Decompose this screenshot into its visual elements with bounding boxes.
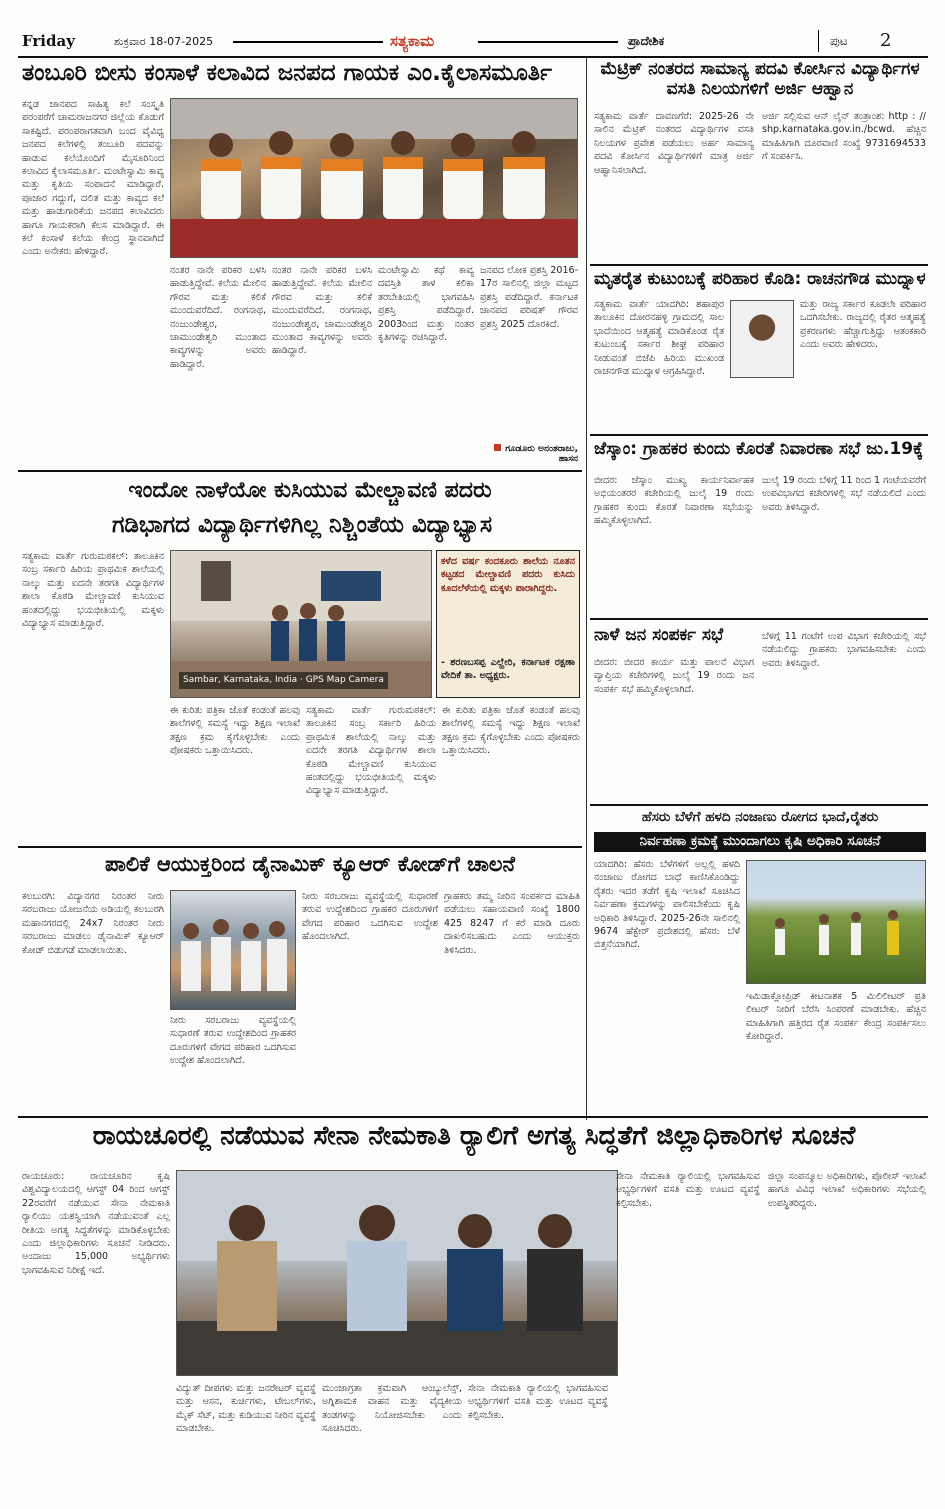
section-rule [18,1116,928,1118]
qr-photo [170,890,296,1010]
jana-body2: ಬೆಳಿಗ್ಗೆ 11 ಗಂಟೆಗೆ ಉಪ ವಿಭಾಗ ಕಚೇರಿಯಲ್ಲಿ ಸಭೆ ನಡೆಯಲಿದ್ದು ಗ್ರಾಹಕರು ಭಾಗವಹಿಸಬೇಕು ಎಂದು ಅವರು ತಿಳಿಸಿದ್ದಾರೆ. [762,631,926,669]
field-illustration [747,861,926,984]
jana-body: ಬೀದರ: ಬೀದರ ಕಾರ್ಯ ಮತ್ತು ಪಾಲನೆ ವಿಭಾಗ ವ್ಯಾಪ್ತಿಯ ಕಚೇರಿಗಳಲ್ಲಿ ಜುಲೈ 19 ರಂದು ಜನ ಸಂಪರ್ಕ ಸಭೆ ಹಮ್ಮಿಕೊಳ್ಳಲಾಗಿದೆ. [594,657,754,695]
field-photo [746,860,926,984]
headline-jana: ನಾಳೆ ಜನ ಸಂಪರ್ಕ ಸಭೆ [594,625,724,645]
school-photo-caption: Sambar, Karnataka, India · GPS Map Camera [179,672,388,689]
school-quote-text: ಕಳೆದ ವರ್ಷ ಕಂದಕೂರು ಶಾಲೆಯ ನೂತನ ಕಟ್ಟಡದ ಮೇಲ್ಚಾವಣಿ ಪದರು ಕುಸಿದು ಕೂದಲೆಳೆಯಲ್ಲಿ ಮಕ್ಕಳು ಪಾರಾಗಿದ್ದರು. [441,556,575,594]
section-rule [18,470,582,472]
headline-qr: ಪಾಲಿಕೆ ಆಯುಕ್ತರಿಂದ ಡೈನಾಮಿಕ್ ಕ್ಯೂಆರ್ ಕೋಡ್‌ಗೆ ಚಾಲನೆ [105,852,515,876]
masthead-page-number: 2 [880,30,892,51]
masthead-day: Friday [22,32,75,50]
turmeric-body: ಯಾದಗಿರಿ: ಹೆಸರು ಬೆಳೆಗಳಿಗೆ ಅಲ್ಲಲ್ಲಿ ಹಳದಿ ನಂಜಾಣು ರೋಗದ ಬಾಧೆ ಕಾಣಿಸಿಕೊಂಡಿದ್ದು ರೈತರು ಇದರ ತಡೆಗೆ ಕೃಷಿ ಇಲಾಖೆ ಸೂಚಿಸಿದ ನಿರ್ವಹಣಾ ಕ್ರಮಗಳನ್ನು ಪಾಲಿಸಬೇಕೆಂದು ಕೃಷಿ ಅಧಿಕಾರಿ ತಿಳಿಸಿದ್ದಾರೆ. 2025-26ನೇ ಸಾಲಿನಲ್ಲಿ 9674 ಹೆಕ್ಟೇರ್ ಪ್ರದೇಶದಲ್ಲಿ ಹೆಸರು ಬೆಳೆ ಬಿತ್ತನೆಯಾಗಿದೆ. [594,859,740,951]
headline-hostel: ಮೆಟ್ರಿಕ್ ನಂತರದ ಸಾಮಾನ್ಯ ಪದವಿ ಕೋರ್ಸಿನ ವಿದ್ಯಾರ್ಥಿಗಳ ವಸತಿ ನಿಲಯಗಳಿಗೆ ಅರ್ಜಿ ಆಹ್ವಾನ [600,59,920,99]
meeting-illustration [177,1171,618,1376]
officials-illustration [171,891,296,1010]
compensation-body: ಸತ್ಯಕಾಮ ವಾರ್ತೆ ಯಾದಗಿರಿ: ಶಹಾಪುರ ತಾಲೂಕಿನ ದೋರನಹಳ್ಳಿ ಗ್ರಾಮದಲ್ಲಿ ಸಾಲ ಭಾದೆಯಿಂದ ಆತ್ಮಹತ್ಯೆ ಮಾಡಿಕೊಂಡ ರೈತ ಕುಟುಂಬಕ್ಕೆ ಸರ್ಕಾರ ಶೀಘ್ರ ಪರಿಹಾರ ನೀಡುವಂತೆ ಬಿಜೆಪಿ ಹಿರಿಯ ಮುಖಂಡ ರಾಚನಗೌಡ ಮುದ್ನಾಳ ಆಗ್ರಹಿಸಿದ್ದಾರೆ. [594,299,724,378]
section-rule [590,618,928,620]
masthead [18,30,928,54]
school-quote-sign: - ಶರಣಬಸಪ್ಪ ಎಲ್ಹೇರಿ, ಕರ್ನಾಟಕ ರಕ್ಷಣಾ ವೇದಿಕೆ ತಾ. ಅಧ್ಯಕ್ಷರು. [441,657,575,682]
rally-body2: ವಿದ್ಯುತ್ ದೀಪಗಳು ಮತ್ತು ಜನರೇಟರ್ ವ್ಯವಸ್ಥೆ ಮತ್ತು ಆಸನ, ಕುರ್ಚಿಗಳು, ಟೇಬಲ್‌ಗಳು, ಮೈಕ್ ಸೆಟ್, ಮತ್ತು ಕುಡಿಯುವ ನೀರಿನ ವ್ಯವಸ್ಥೆ ಮಾಡಬೇಕು. [176,1383,316,1435]
masthead-rule [478,41,618,43]
headline-school-line2: ಗಡಿಭಾಗದ ವಿದ್ಯಾರ್ಥಿಗಳಿಗಿಲ್ಲ ನಿಶ್ಚಿಂತೆಯ ವಿದ್ಯಾಭ್ಯಾಸ [111,512,493,538]
school-photo-meta: GPS Map Camera [305,675,384,685]
section-rule [590,264,928,266]
headline-turmeric-line1: ಹೆಸರು ಬೆಳೆಗೆ ಹಳದಿ ನಂಜಾಣು ರೋಗದ ಭಾದೆ,ರೈತರು [641,809,879,825]
hostel-body2: ಅರ್ಜಿ ಸಲ್ಲಿಸುವ ಆನ್ ಲೈನ್ ತಂತ್ರಾಂಶ: http : // shp.karnataka.gov.in./bcwd. ಹೆಚ್ಚಿನ ಮಾಹಿತಿಗಾಗಿ ದೂರವಾಣಿ ಸಂಖ್ಯೆ 9731694533 ಗೆ ಸಂಪರ್ಕಿಸಿ. [762,111,926,163]
qr-body3: ಗ್ರಾಹಕರು ತಮ್ಮ ನೀರಿನ ಸಂಪರ್ಕದ ಮಾಹಿತಿ ಪಡೆಯಲು ಸಹಾಯವಾಣಿ ಸಂಖ್ಯೆ 1800 425 8247 ಗೆ ಕರೆ ಮಾಡಿ ದೂರು ದಾಖಲಿಸಬಹುದು ಎಂದು ಆಯುಕ್ತರು ತಿಳಿಸಿದರು. [444,891,580,956]
kailas-col2: ನಂತರ ನಾನೇ ಪರಿಕರ ಬಳಸಿ ಹಾಡುತ್ತಿದ್ದೇವೆ. ಕಲೆಯ ಮೇಲಿನ ಗೌರವ ಮತ್ತು ಕಲಿಕೆ ಮುಂದುವರೆದಿದೆ. ರಂಗನಾಥ, ನಂಜುಂಡೇಶ್ವರ, ಚಾಮುಂಡೇಶ್ವರಿ ಮುಂತಾದ ಕಾವ್ಯಗಳನ್ನು ಅವರು ಹಾಡಿದ್ದಾರೆ. [170,265,266,370]
headline-school-line1: ಇಂದೋ ನಾಳೆಯೋ ಕುಸಿಯುವ ಮೇಲ್ಚಾವಣಿ ಪದರು [128,478,492,503]
hostel-body: ಸತ್ಯಕಾಮ ವಾರ್ತೆ ದಾವಣಗೆರೆ: 2025-26 ನೇ ಸಾಲಿನ ಮೆಟ್ರಿಕ್ ನಂತರದ ವಿದ್ಯಾರ್ಥಿಗಳ ವಸತಿ ನಿಲಯಗಳ ಪ್ರವೇಶ ಪಡೆಯಲು ಅರ್ಹ ಸಾಮಾನ್ಯ ಪದವಿ ಕೋರ್ಸಿನ ವಿದ್ಯಾರ್ಥಿಗಳಿಗೆ ಮಾತ್ರ ಅರ್ಜಿ ಆಹ್ವಾನಿಸಲಾಗಿದೆ. [594,111,754,176]
qr-body2: ನೀರು ಸರಬರಾಜು ವ್ಯವಸ್ಥೆಯಲ್ಲಿ ಸುಧಾರಣೆ ತರುವ ಉದ್ದೇಶದಿಂದ ಗ್ರಾಹಕರ ದೂರುಗಳಿಗೆ ವೇಗದ ಪರಿಹಾರ ಒದಗಿಸುವ ಉದ್ದೇಶ ಹೊಂದಲಾಗಿದೆ. [302,891,438,943]
school-body2: ಈ ಕುರಿತು ಪತ್ರಿಕಾ ಜೊತೆ ಕಂಡಂತೆ ಹಲವು ಶಾಲೆಗಳಲ್ಲಿ ಸಮಸ್ಯೆ ಇದ್ದು ಶಿಕ್ಷಣ ಇಲಾಖೆ ತಕ್ಷಣ ಕ್ರಮ ಕೈಗೊಳ್ಳಬೇಕು ಎಂದು ಪೋಷಕರು ಒತ್ತಾಯಿಸಿದರು. [170,705,300,757]
headline-jescom: ಜೆಸ್ಕಾಂ: ಗ್ರಾಹಕರ ಕುಂದು ಕೊರತೆ ನಿವಾರಣಾ ಸಭೆ ಜು.19ಕ್ಕೆ [594,439,924,459]
school-body2c: ಈ ಕುರಿತು ಪತ್ರಿಕಾ ಜೊತೆ ಕಂಡಂತೆ ಹಲವು ಶಾಲೆಗಳಲ್ಲಿ ಸಮಸ್ಯೆ ಇದ್ದು ಶಿಕ್ಷಣ ಇಲಾಖೆ ತಕ್ಷಣ ಕ್ರಮ ಕೈಗೊಳ್ಳಬೇಕು ಎಂದು ಪೋಷಕರು ಒತ್ತಾಯಿಸಿದರು. [442,705,580,757]
kailas-col1: ಕನ್ನಡ ಜಾನಪದ ಸಾಹಿತ್ಯ ಕಲೆ ಸಂಸ್ಕೃತಿ ಪರಂಪರೆಗೆ ಚಾಮರಾಜನಗರ ಜಿಲ್ಲೆಯ ಕೊಡುಗೆ ಸಾಕಷ್ಟಿದೆ. ಪರಂಪರಾಗತವಾಗಿ ಬಂದ ವೈವಿಧ್ಯ ಜನಪದ ಕಲೆಗಳಲ್ಲಿ ತಂಬೂರಿ ಪದವನ್ನು ಹಾಡುವ ಕಲೆಯೊಂದಿಗೆ ಮೈಸೂರಿನಿಂದ ಕಲಾವಿದ ಕೈಲಾಸಮೂರ್ತಿ. ಮಂಟೇಸ್ವಾಮಿ ಕಾವ್ಯ ಮತ್ತು ಕೃತಿಯ ಸಂಪಾದನೆ ಮಾಡಿದ್ದಾರೆ. ಪೂಜಾರ ಗದ್ದುಗೆ, ದಲಿತ ಮತ್ತು ಕಾವ್ಯದ ಕಲೆ ಮತ್ತು ಹಾಡುಗಾರಿಕೆಯ ಜನಪದ ಕಲಾವಿದರು ಹಾಗೂ ಗಾಯಕರಾಗಿ ಕೆಲಸ ಮಾಡಿದ್ದಾರೆ. ಈ ಕಲೆ ಕಂಸಾಳೆ ಕಲೆಯ ಕೇಂದ್ರ ಸ್ಥಾನವಾಗಿದೆ ಎಂದು ಅನೇಕರು ಹೇಳಿದ್ದಾರೆ. [22,99,164,258]
masthead-page-label: ಪುಟ [830,34,848,48]
masthead-divider [818,30,819,52]
masthead-section: ಪ್ರಾದೇಶಿಕ [628,34,665,48]
kailas-byline-text: ಗೂಡೂರು ಅನಂತರಾಜು, ಹಾಸನ [505,444,578,464]
rally-body-right: ಸೇನಾ ನೇಮಕಾತಿ ರ್‍ಯಾಲಿಯಲ್ಲಿ ಭಾಗವಹಿಸುವ ಅಭ್ಯರ್ಥಿಗಳಿಗೆ ವಸತಿ ಮತ್ತು ಊಟದ ವ್ಯವಸ್ಥೆ ಕಲ್ಪಿಸಬೇಕು. [616,1171,760,1209]
kailas-col2b: ನಂತರ ನಾನೇ ಪರಿಕರ ಬಳಸಿ ಹಾಡುತ್ತಿದ್ದೇವೆ. ಕಲೆಯ ಮೇಲಿನ ಗೌರವ ಮತ್ತು ಕಲಿಕೆ ಮುಂದುವರೆದಿದೆ. ರಂಗನಾಥ, ನಂಜುಂಡೇಶ್ವರ, ಚಾಮುಂಡೇಶ್ವರಿ ಮುಂತಾದ ಕಾವ್ಯಗಳನ್ನು ಅವರು ಹಾಡಿದ್ದಾರೆ. [272,265,372,357]
section-rule [590,434,928,436]
masthead-underline [18,56,928,58]
school-quote-box [436,550,580,698]
jescom-body: ಬೀದರ: ಜೆಸ್ಕಾಂ ಮುಖ್ಯ ಕಾರ್ಯನಿರ್ವಾಹಕ ಅಭಿಯಂತರರ ಕಚೇರಿಯಲ್ಲಿ ಜುಲೈ 19 ರಂದು ಗ್ರಾಹಕರ ಕುಂದು ಕೊರತೆ ನಿವಾರಣಾ ಸಭೆಯನ್ನು ಹಮ್ಮಿಕೊಳ್ಳಲಾಗಿದೆ. [594,475,754,527]
rally-body: ರಾಯಚೂರು: ರಾಯಚೂರಿನ ಕೃಷಿ ವಿಶ್ವವಿದ್ಯಾಲಯದಲ್ಲಿ ಆಗಸ್ಟ್ 04 ರಿಂದ ಆಗಸ್ಟ್ 22ರವರೆಗೆ ನಡೆಯುವ ಸೇನಾ ನೇಮಕಾತಿ ರ್‍ಯಾಲಿಯು ಯಶಸ್ವಿಯಾಗಿ ನಡೆಯುವಂತೆ ಎಲ್ಲ ರೀತಿಯ ಅಗತ್ಯ ಸಿದ್ಧತೆಗಳನ್ನು ಮಾಡಿಕೊಳ್ಳಬೇಕು ಎಂದು ಜಿಲ್ಲಾಧಿಕಾರಿಗಳು ಸೂಚನೆ ನೀಡಿದರು. ಅಂದಾಜು 15,000 ಅಭ್ಯರ್ಥಿಗಳು ಭಾಗವಹಿಸುವ ನಿರೀಕ್ಷೆ ಇದೆ. [22,1171,170,1276]
rally-photo [176,1170,618,1376]
jescom-body2: ಜುಲೈ 19 ರಂದು ಬೆಳಿಗ್ಗೆ 11 ರಿಂದ 1 ಗಂಟೆಯವರೆಗೆ ಉಪವಿಭಾಗದ ಕಚೇರಿಗಳಲ್ಲಿ ಸಭೆ ನಡೆಯಲಿದೆ ಎಂದು ಅವರು ತಿಳಿಸಿದ್ದಾರೆ. [762,475,926,513]
masthead-date: ಶುಕ್ರವಾರ 18-07-2025 [114,35,214,48]
school-body: ಸತ್ಯಕಾಮ ವಾರ್ತೆ ಗುರುಮಠಕಲ್: ತಾಲೂಕಿನ ಸಂಬ್ರ ಸರ್ಕಾರಿ ಹಿರಿಯ ಪ್ರಾಥಮಿಕ ಶಾಲೆಯಲ್ಲಿ ನಾಲ್ಕು ಮತ್ತು ಐದನೇ ತರಗತಿ ವಿದ್ಯಾರ್ಥಿಗಳ ಶಾಲಾ ಕೊಠಡಿ ಮೇಲ್ಚಾವಣಿ ಕುಸಿಯುವ ಹಂತದಲ್ಲಿದ್ದು ಭಯಭೀತಿಯಲ್ಲಿ ಮಕ್ಕಳು ವಿದ್ಯಾಭ್ಯಾಸ ಮಾಡುತ್ತಿದ್ದಾರೆ. [22,551,164,630]
compensation-body2: ಮತ್ತು ರಾಜ್ಯ ಸರ್ಕಾರ ಕೂಡಲೇ ಪರಿಹಾರ ಒದಗಿಸಬೇಕು. ರಾಜ್ಯದಲ್ಲಿ ರೈತರ ಆತ್ಮಹತ್ಯೆ ಪ್ರಕರಣಗಳು ಹೆಚ್ಚಾಗುತ್ತಿದ್ದು ಆತಂಕಕಾರಿ ಎಂದು ಅವರು ಹೇಳಿದರು. [800,299,926,351]
section-rule [590,804,928,806]
turmeric-body2: ಇಮಿಡಾಕ್ಲೋಪ್ರಿಡ್ ಕೀಟನಾಶಕ 5 ಮಿಲಿಲೀಟರ್ ಪ್ರತಿ ಲೀಟರ್ ನೀರಿಗೆ ಬೆರೆಸಿ ಸಿಂಪರಣೆ ಮಾಡಬೇಕು. ಹೆಚ್ಚಿನ ಮಾಹಿತಿಗಾಗಿ ಹತ್ತಿರದ ರೈತ ಸಂಪರ್ಕ ಕೇಂದ್ರ ಸಂಪರ್ಕಿಸಲು ಕೋರಿದ್ದಾರೆ. [746,991,926,1043]
rally-body-far: ಜಿಲ್ಲಾ ಸಂಪನ್ಮೂಲ ಅಧಿಕಾರಿಗಳು, ಪೊಲೀಸ್ ಇಲಾಖೆ ಹಾಗೂ ವಿವಿಧ ಇಲಾಖೆ ಅಧಿಕಾರಿಗಳು ಸಭೆಯಲ್ಲಿ ಉಪಸ್ಥಿತರಿದ್ದರು. [768,1171,926,1209]
kailas-col4: ಜನಪದ ಲೋಕ ಪ್ರಶಸ್ತಿ 2016-17ರ ಸಾಲಿನಲ್ಲಿ ಜಿಲ್ಲಾ ಮಟ್ಟದ ಪ್ರಶಸ್ತಿ ಪಡೆದಿದ್ದಾರೆ. ಕರ್ನಾಟಕ ಜಾನಪದ ಪರಿಷತ್ ಗೌರವ ಪ್ರಶಸ್ತಿ 2025 ದೊರಕಿದೆ. [480,265,578,330]
headline-compensation: ಮೃತರೈತ ಕುಟುಂಬಕ್ಕೆ ಪರಿಹಾರ ಕೊಡಿ: ರಾಚನಗೌಡ ಮುದ್ನಾಳ [594,269,926,289]
school-body2b: ಸತ್ಯಕಾಮ ವಾರ್ತೆ ಗುರುಮಠಕಲ್: ತಾಲೂಕಿನ ಸಂಬ್ರ ಸರ್ಕಾರಿ ಹಿರಿಯ ಪ್ರಾಥಮಿಕ ಶಾಲೆಯಲ್ಲಿ ನಾಲ್ಕು ಮತ್ತು ಐದನೇ ತರಗತಿ ವಿದ್ಯಾರ್ಥಿಗಳ ಶಾಲಾ ಕೊಠಡಿ ಮೇಲ್ಚಾವಣಿ ಕುಸಿಯುವ ಹಂತದಲ್ಲಿದ್ದು ಭಯಭೀತಿಯಲ್ಲಿ ಮಕ್ಕಳು ವಿದ್ಯಾಭ್ಯಾಸ ಮಾಡುತ್ತಿದ್ದಾರೆ. [306,705,436,797]
headline-rally: ರಾಯಚೂರಲ್ಲಿ ನಡೆಯುವ ಸೇನಾ ನೇಮಕಾತಿ ರ್‍ಯಾಲಿಗೆ ಅಗತ್ಯ ಸಿದ್ಧತೆಗೆ ಜಿಲ್ಲಾಧಿಕಾರಿಗಳ ಸೂಚನೆ [92,1121,856,1151]
school-photo-place: Sambar, Karnataka, India [183,675,298,685]
headline-kailas: ತಂಬೂರಿ ಬೀಸು ಕಂಸಾಳೆ ಕಲಾವಿದ ಜನಪದ ಗಾಯಕ ಎಂ.ಕೈಲಾಸಮೂರ್ತಿ [22,60,552,86]
section-rule [18,846,582,848]
rally-body4: ಸೇನಾ ನೇಮಕಾತಿ ರ್‍ಯಾಲಿಯಲ್ಲಿ ಭಾಗವಹಿಸುವ ಅಭ್ಯರ್ಥಿಗಳಿಗೆ ವಸತಿ ಮತ್ತು ಊಟದ ವ್ಯವಸ್ಥೆ ಕಲ್ಪಿಸಬೇಕು. [468,1383,608,1421]
school-photo [170,550,432,698]
masthead-brand: ಸತ್ಯಕಾಮ [390,32,435,50]
headline-turmeric-line2: ನಿರ್ವಹಣಾ ಕ್ರಮಕ್ಕೆ ಮುಂದಾಗಲು ಕೃಷಿ ಅಧಿಕಾರಿ ಸೂಚನೆ [594,832,926,852]
qr-body: ಕಲಬುರಗಿ: ವಿದ್ಯಾನಗರ ನಿರಂತರ ನೀರು ಸರಬರಾಜು ಯೋಜನೆಯ ಅಡಿಯಲ್ಲಿ ಕಲಬುರಗಿ ಮಹಾನಗರದಲ್ಲಿ 24x7 ನಿರಂತರ ನೀರು ಸರಬರಾಜು ಮಾಡಲು ಡೈನಾಮಿಕ್ ಕ್ಯೂಆರ್ ಕೋಡ್ ಬಿಡುಗಡೆ ಮಾಡಲಾಯಿತು. [22,891,164,956]
singers-illustration [171,99,578,258]
qr-body-extra: ನೀರು ಸರಬರಾಜು ವ್ಯವಸ್ಥೆಯಲ್ಲಿ ಸುಧಾರಣೆ ತರುವ ಉದ್ದೇಶದಿಂದ ಗ್ರಾಹಕರ ದೂರುಗಳಿಗೆ ವೇಗದ ಪರಿಹಾರ ಒದಗಿಸುವ ಉದ್ದೇಶ ಹೊಂದಲಾಗಿದೆ. [170,1015,296,1067]
kailas-photo [170,98,578,258]
kailas-col3: ಮಂಟೇಸ್ವಾಮಿ ಕಥೆ ಕಾವ್ಯ ದವಸ್ತಿತಿ ತಾಳ ಕಲಿಕಾ ತರಬೇತಿಯಲ್ಲಿ ಭಾಗವಹಿಸಿ ಪ್ರಶಸ್ತಿ ಪಡೆದಿದ್ದಾರೆ. 2003ರಿಂದ ಮತ್ತು ನಂತರ ಕೃತಿಗಳನ್ನು ರಚಿಸಿದ್ದಾರೆ. [378,265,474,344]
kailas-byline [478,444,578,464]
portrait-photo [730,300,794,378]
rally-body3: ಮುಂಜಾಗ್ರತಾ ಕ್ರಮವಾಗಿ ಆಂಬ್ಯುಲೆನ್ಸ್, ಅಗ್ನಿಶಾಮಕ ವಾಹನ ಮತ್ತು ವೈದ್ಯಕೀಯ ತಂಡಗಳನ್ನು ನಿಯೋಜಿಸಬೇಕು ಎಂದು ಸೂಚಿಸಿದರು. [322,1383,462,1435]
column-divider [586,58,587,1120]
byline-marker [494,444,501,451]
masthead-rule [233,41,383,43]
